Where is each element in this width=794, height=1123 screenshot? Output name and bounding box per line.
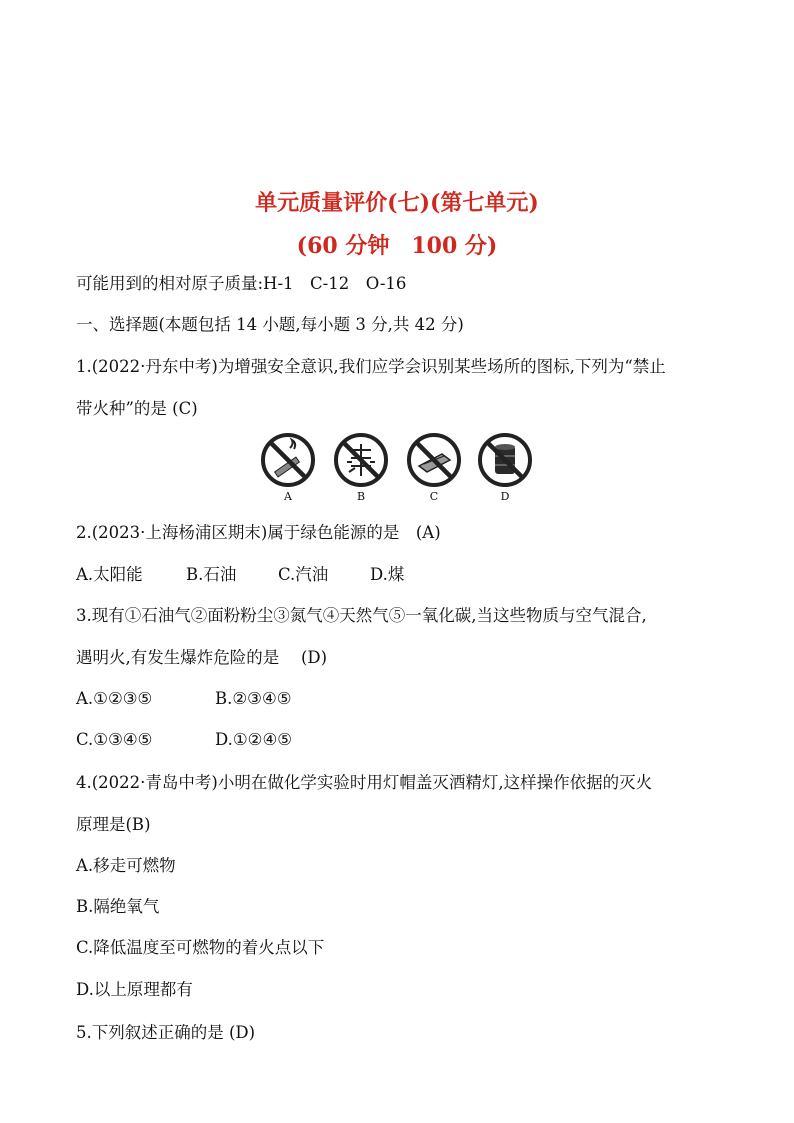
no-oil-drum-icon (477, 432, 533, 488)
icon-label-c: C (429, 490, 439, 503)
question-3-option-d: D.①②④⑤ (215, 730, 293, 749)
question-3-option-b: B.②③④⑤ (215, 689, 292, 708)
page-title: 单元质量评价(七)(第七单元) (255, 190, 539, 216)
safety-icons-row (255, 432, 535, 512)
icon-label-d: D (500, 490, 510, 503)
question-3-line-1: 3.现有①石油气②面粉粉尘③氮气④天然气⑤一氧化碳,当这些物质与空气混合, (76, 606, 647, 625)
icon-label-b: B (356, 490, 366, 503)
no-firecrackers-icon (333, 432, 389, 488)
question-2-option-a: A.太阳能 (76, 565, 143, 584)
icon-option-a (258, 432, 318, 503)
question-2-option-c: C.汽油 (278, 565, 329, 584)
section-heading: 一、选择题(本题包括 14 小题,每小题 3 分,共 42 分) (76, 315, 464, 334)
question-2-line-1: 2.(2023·上海杨浦区期末)属于绿色能源的是 (A) (76, 523, 441, 542)
no-smoking-icon (260, 432, 316, 488)
question-3-line-2: 遇明火,有发生爆炸危险的是 (D) (76, 648, 328, 667)
question-2-option-d: D.煤 (370, 565, 405, 584)
icon-option-c (404, 432, 464, 503)
question-3-option-a: A.①②③⑤ (76, 689, 153, 708)
question-1-line-2: 带火种”的是 (C) (76, 399, 198, 418)
question-5-line-1: 5.下列叙述正确的是 (D) (76, 1023, 256, 1042)
question-4-option-d: D.以上原理都有 (76, 980, 193, 999)
icon-label-a: A (284, 490, 292, 503)
no-fire-source-icon (406, 432, 462, 488)
icon-option-b (331, 432, 391, 503)
question-1-line-1: 1.(2022·丹东中考)为增强安全意识,我们应学会识别某些场所的图标,下列为“禁止 (76, 357, 666, 376)
atomic-mass-line: 可能用到的相对原子质量:H-1 C-12 O-16 (76, 274, 407, 293)
question-4-option-b: B.隔绝氧气 (76, 897, 160, 916)
page-subtitle: (60 分钟 100 分) (296, 233, 498, 259)
question-4-option-c: C.降低温度至可燃物的着火点以下 (76, 938, 325, 957)
question-4-line-1: 4.(2022·青岛中考)小明在做化学实验时用灯帽盖灭酒精灯,这样操作依据的灭火 (76, 773, 653, 792)
question-3-option-c: C.①③④⑤ (76, 730, 153, 749)
question-2-option-b: B.石油 (186, 565, 237, 584)
question-4-option-a: A.移走可燃物 (76, 856, 176, 875)
icon-option-d (475, 432, 535, 503)
question-4-line-2: 原理是(B) (76, 815, 151, 834)
